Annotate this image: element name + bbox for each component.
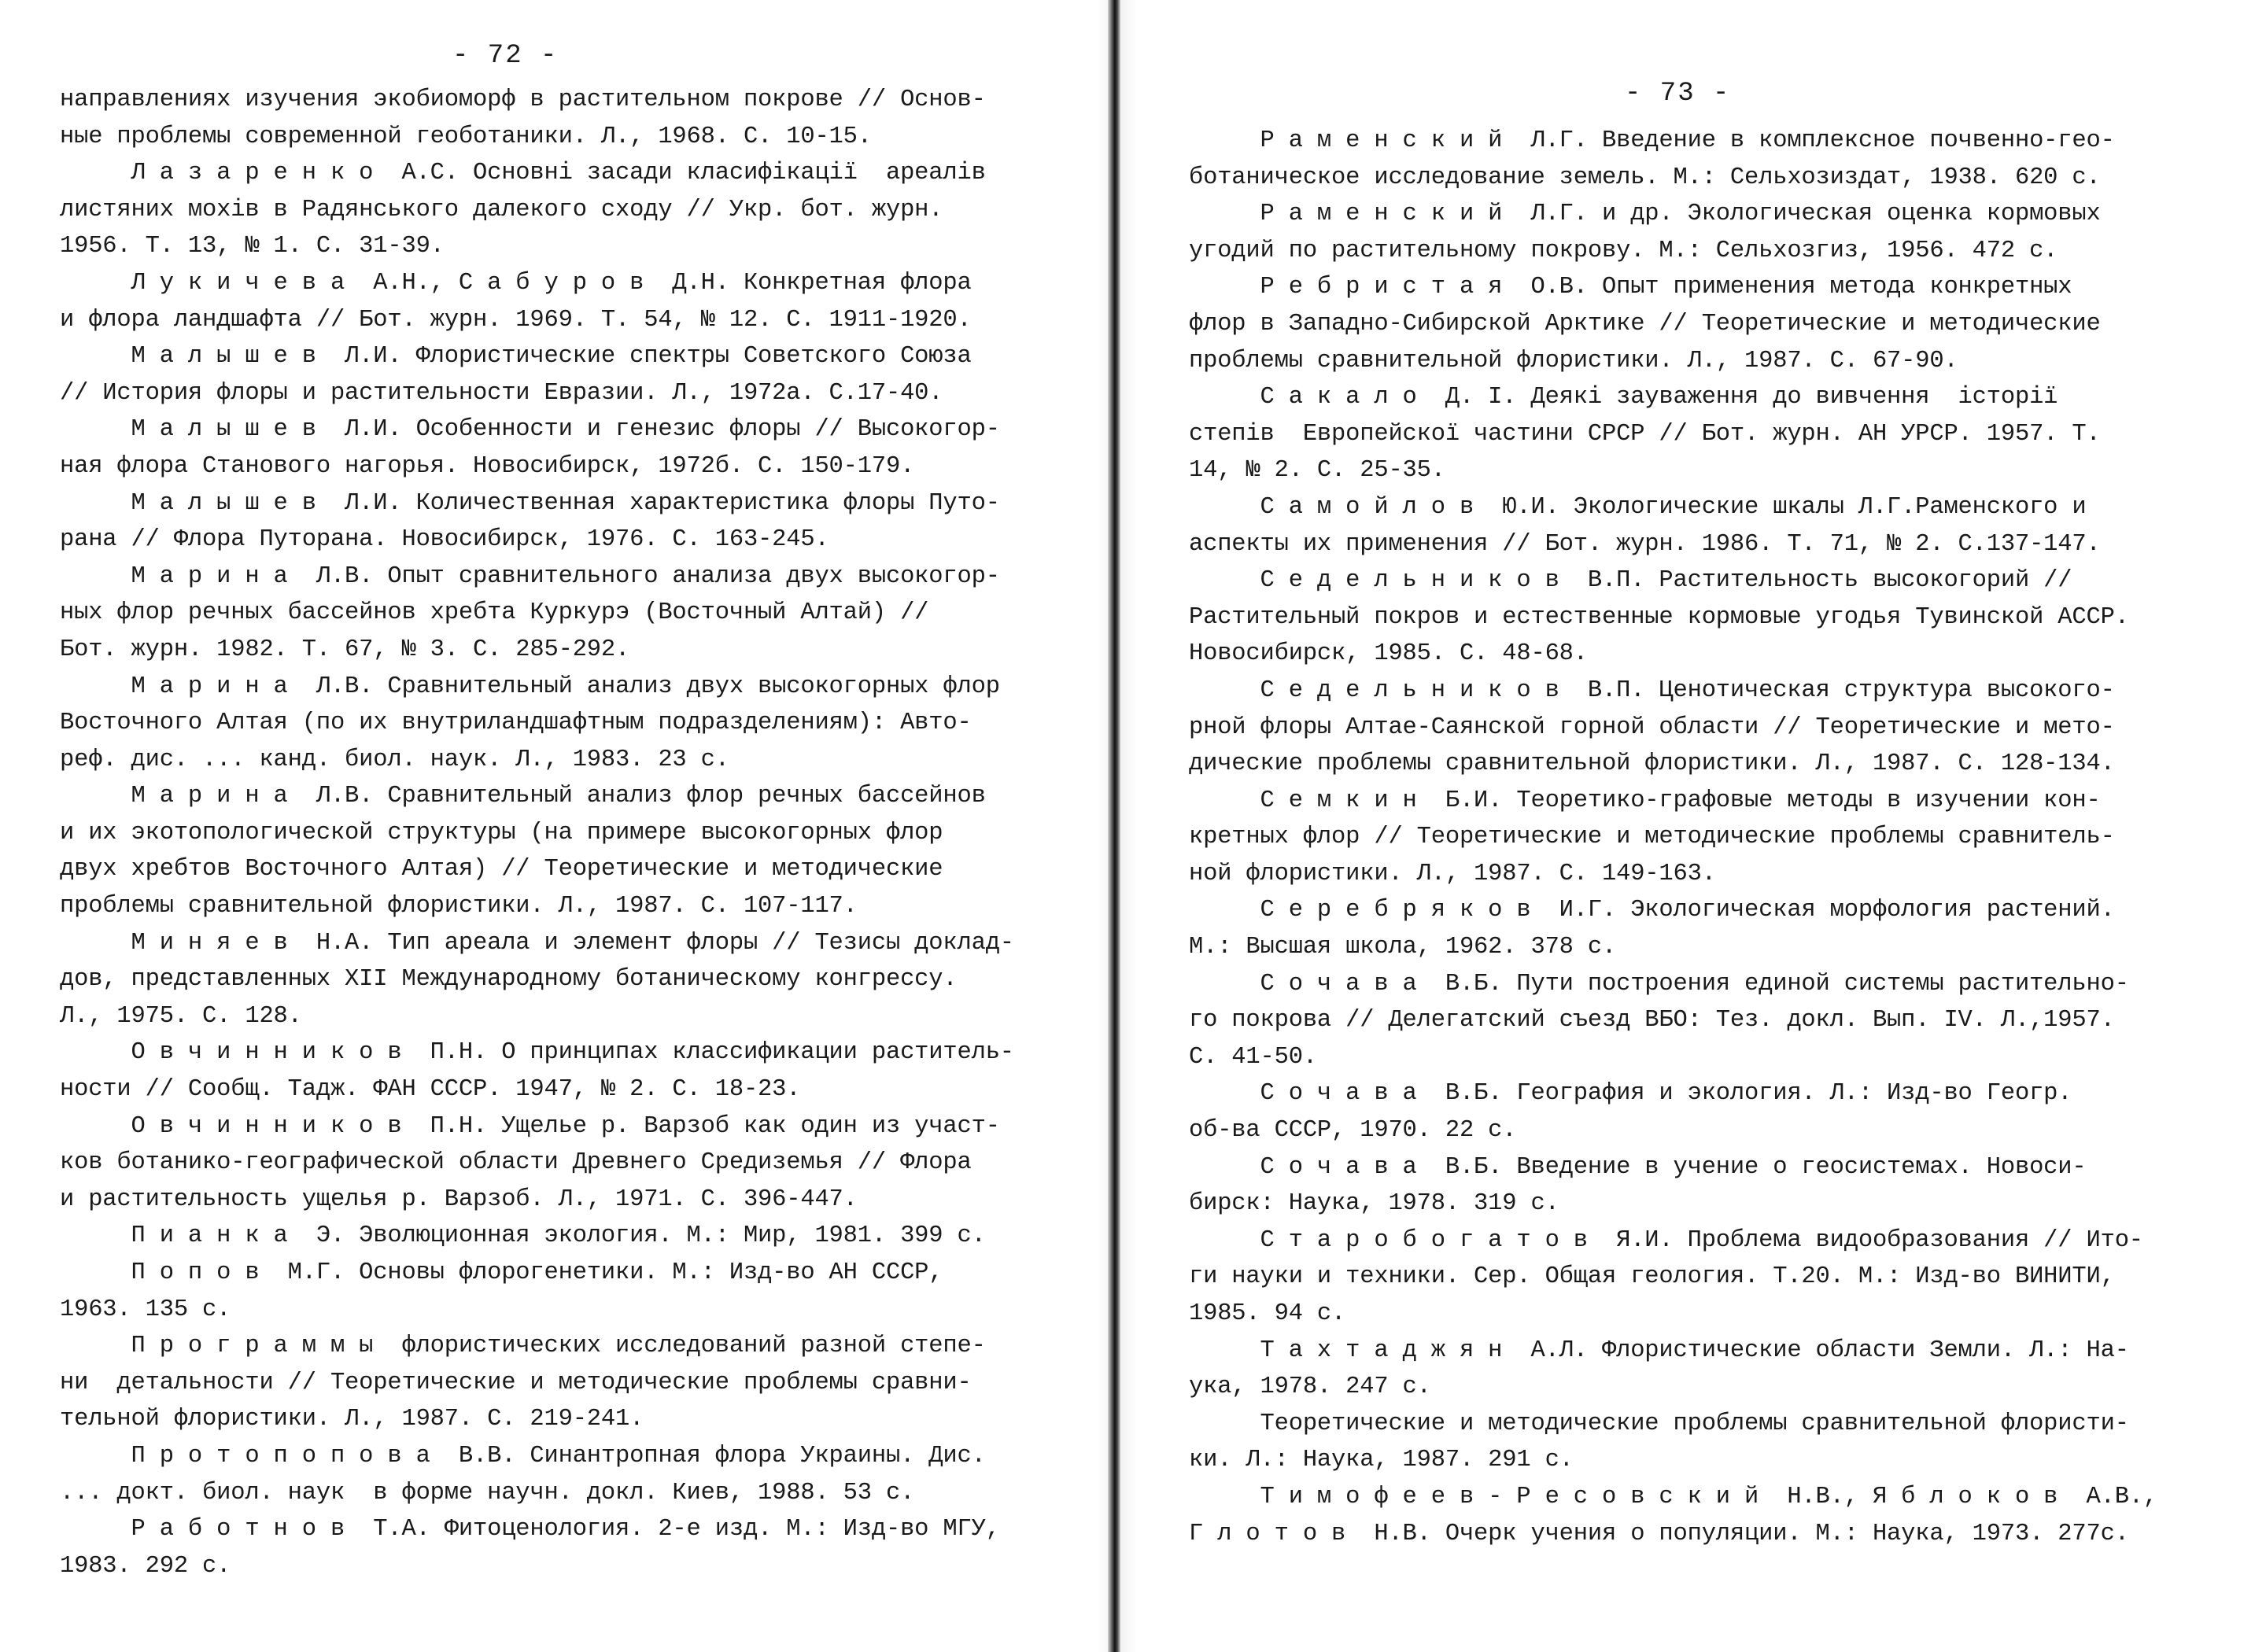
bibliography-line: реф. дис. ... канд. биол. наук. Л., 1983. 23 с. (60, 746, 729, 773)
bibliography-line: ... докт. биол. наук в форме научн. докл. Киев, 1988. 53 с. (60, 1479, 915, 1506)
bibliography-line: ной флористики. Л., 1987. С. 149-163. (1189, 860, 1716, 887)
bibliography-line: Т и м о ф е е в - Р е с о в с к и й Н.В., Я б л о к о в А.В., (1189, 1483, 2158, 1510)
bibliography-line: Восточного Алтая (по их внутриландшафтным подразделениям): Авто- (60, 710, 972, 737)
bibliography-line: М и н я е в Н.А. Тип ареала и элемент флоры // Тезисы доклад- (60, 929, 1014, 957)
bibliography-line: ности // Сообщ. Тадж. ФАН СССР. 1947, № 2. С. 18-23. (60, 1076, 801, 1104)
bibliography-line: угодий по растительному покрову. М.: Сельхозгиз, 1956. 472 с. (1189, 237, 2058, 264)
bibliography-line: рана // Флора Путорана. Новосибирск, 1976. С. 163-245. (60, 526, 829, 554)
bibliography-line: Р а м е н с к и й Л.Г. Введение в комплексное почвенно-гео- (1189, 127, 2115, 154)
bibliography-line: Л а з а р е н к о А.С. Основні засади класифікації ареалів (60, 160, 986, 187)
bibliography-line: дов, представленных XII Международному ботаническому конгрессу. (60, 966, 958, 994)
bibliography-line: тельной флористики. Л., 1987. С. 219-241. (60, 1406, 644, 1433)
bibliography-line: М а р и н а Л.В. Сравнительный анализ двух высокогорных флор (60, 673, 1000, 700)
bibliography-line: кретных флор // Теоретические и методические проблемы сравнитель- (1189, 824, 2115, 851)
bibliography-line: С о ч а в а В.Б. Пути построения единой системы растительно- (1189, 970, 2129, 997)
bibliography-line: рной флоры Алтае-Саянской горной области // Теоретические и мето- (1189, 714, 2115, 741)
bibliography-line: М.: Высшая школа, 1962. 378 с. (1189, 934, 1617, 961)
bibliography-line: и растительность ущелья р. Варзоб. Л., 1971. С. 396-447. (60, 1186, 858, 1213)
bibliography-line: флор в Западно-Сибирской Арктике // Теоретические и методические (1189, 310, 2101, 337)
bibliography-line: Л., 1975. С. 128. (60, 1002, 302, 1030)
bibliography-line: Л у к и ч е в а А.Н., С а б у р о в Д.Н. Конкретная флора (60, 269, 972, 297)
bibliography-line: 14, № 2. С. 25-35. (1189, 457, 1445, 485)
bibliography-line: ни детальности // Теоретические и методические проблемы сравни- (60, 1369, 972, 1396)
bibliography-line: 1985. 94 с. (1189, 1300, 1346, 1327)
bibliography-line: О в ч и н н и к о в П.Н. Ущелье р. Варзоб как один из участ- (60, 1112, 1000, 1140)
bibliography-line: об-ва СССР, 1970. 22 с. (1189, 1117, 1517, 1145)
bibliography-line: 1963. 135 с. (60, 1296, 231, 1323)
bibliography-line: Бот. журн. 1982. Т. 67, № 3. С. 285-292. (60, 636, 630, 663)
bibliography-line: С о ч а в а В.Б. География и экология. Л.: Изд-во Геогр. (1189, 1080, 2072, 1108)
bibliography-line: листяних мохів в Радянського далекого сходу // Укр. бот. журн. (60, 196, 943, 223)
bibliography-line: проблемы сравнительной флористики. Л., 1987. С. 67-90. (1189, 347, 1958, 374)
bibliography-line: Т а х т а д ж я н А.Л. Флористические области Земли. Л.: На- (1189, 1337, 2129, 1364)
bibliography-line: ных флор речных бассейнов хребта Куркурэ (Восточный Алтай) // (60, 599, 929, 627)
bibliography-line: ботаническое исследование земель. М.: Сельхозиздат, 1938. 620 с. (1189, 164, 2101, 191)
bibliography-line: // История флоры и растительности Евразии. Л., 1972а. С.17-40. (60, 379, 943, 407)
bibliography-line: П р о т о п о п о в а В.В. Синантропная флора Украины. Дис. (60, 1442, 986, 1469)
bibliography-line: Растительный покров и естественные кормовые угодья Тувинской АССР. (1189, 603, 2129, 631)
bibliography-line: С а к а л о Д. І. Деякі зауваження до вивчення історії (1189, 384, 2058, 411)
bibliography-line: С е д е л ь н и к о в В.П. Растительность высокогорий // (1189, 567, 2072, 595)
right-page (1137, 0, 2266, 1652)
left-page (0, 0, 1094, 1652)
bibliography-line: двух хребтов Восточного Алтая) // Теоретические и методические (60, 856, 943, 883)
bibliography-line: 1983. 292 с. (60, 1552, 231, 1580)
bibliography-line: Новосибирск, 1985. С. 48-68. (1189, 640, 1588, 668)
bibliography-line: М а р и н а Л.В. Сравнительный анализ флор речных бассейнов (60, 783, 986, 810)
bibliography-line: П о п о в М.Г. Основы флорогенетики. М.: Изд-во АН СССР, (60, 1259, 943, 1286)
bibliography-line: П и а н к а Э. Эволюционная экология. М.: Мир, 1981. 399 с. (60, 1222, 986, 1250)
bibliography-line: М а л ы ш е в Л.И. Количественная характеристика флоры Путо- (60, 489, 1000, 517)
bibliography-line: С о ч а в а В.Б. Введение в учение о геосистемах. Новоси- (1189, 1153, 2087, 1181)
left-page-number: - 72 - (452, 41, 559, 71)
bibliography-line: ные проблемы современной геоботаники. Л., 1968. С. 10-15. (60, 123, 872, 150)
bibliography-line: и флора ландшафта // Бот. журн. 1969. Т. 54, № 12. С. 1911-1920. (60, 306, 972, 334)
bibliography-line: 1956. Т. 13, № 1. С. 31-39. (60, 233, 445, 260)
bibliography-line: ука, 1978. 247 с. (1189, 1374, 1431, 1401)
bibliography-line: С е м к и н Б.И. Теоретико-графовые методы в изучении кон- (1189, 787, 2101, 814)
bibliography-line: направлениях изучения экобиоморф в растительном покрове // Основ- (60, 87, 986, 113)
bibliography-line: дические проблемы сравнительной флористики. Л., 1987. С. 128-134. (1189, 750, 2115, 778)
bibliography-line: ки. Л.: Наука, 1987. 291 с. (1189, 1447, 1574, 1474)
bibliography-line: степів Европейскої частини СРСР // Бот. журн. АН УРСР. 1957. Т. (1189, 420, 2101, 448)
bibliography-line: Р а б о т н о в Т.А. Фитоценология. 2-е изд. М.: Изд-во МГУ, (60, 1516, 1000, 1543)
bibliography-line: проблемы сравнительной флористики. Л., 1987. С. 107-117. (60, 893, 858, 920)
bibliography-line: М а л ы ш е в Л.И. Особенности и генезис флоры // Высокогор- (60, 416, 1000, 444)
bibliography-line: М а р и н а Л.В. Опыт сравнительного анализа двух высокогор- (60, 562, 1000, 590)
left-page-text (60, 82, 1014, 1584)
bibliography-line: го покрова // Делегатский съезд ВБО: Тез. докл. Вып. IV. Л.,1957. (1189, 1007, 2115, 1034)
bibliography-line: С е р е б р я к о в И.Г. Экологическая морфология растений. (1189, 897, 2115, 924)
bibliography-line: ная флора Станового нагорья. Новосибирск, 1972б. С. 150-179. (60, 452, 915, 480)
bibliography-line: бирск: Наука, 1978. 319 с. (1189, 1190, 1559, 1218)
bibliography-line: О в ч и н н и к о в П.Н. О принципах классификации раститель- (60, 1039, 1014, 1067)
bibliography-line: С а м о й л о в Ю.И. Экологические шкалы Л.Г.Раменского и (1189, 493, 2087, 521)
book-spine-divider (1108, 0, 1120, 1652)
bibliography-line: М а л ы ш е в Л.И. Флористические спектры Советского Союза (60, 343, 972, 371)
bibliography-line: П р о г р а м м ы флористических исследований разной степе- (60, 1333, 986, 1360)
bibliography-line: С. 41-50. (1189, 1043, 1317, 1071)
right-page-number: - 73 - (1625, 79, 1731, 109)
bibliography-line: Р е б р и с т а я О.В. Опыт применения метода конкретных (1189, 274, 2072, 301)
bibliography-line: Теоретические и методические проблемы сравнительной флористи- (1189, 1410, 2129, 1437)
bibliography-line: и их экотопологической структуры (на примере высокогорных флор (60, 819, 943, 846)
bibliography-line: ги науки и техники. Сер. Общая геология. Т.20. М.: Изд-во ВИНИТИ, (1189, 1263, 2115, 1291)
bibliography-line: Г л о т о в Н.В. Очерк учения о популяции. М.: Наука, 1973. 277с. (1189, 1520, 2129, 1547)
bibliography-line: аспекты их применения // Бот. журн. 1986. Т. 71, № 2. С.137-147. (1189, 530, 2101, 558)
bibliography-line: Р а м е н с к и й Л.Г. и др. Экологическая оценка кормовых (1189, 201, 2101, 228)
bibliography-line: ков ботанико-географической области Древнего Средиземья // Флора (60, 1149, 972, 1177)
right-page-text (1189, 123, 2157, 1552)
bibliography-line: С т а р о б о г а т о в Я.И. Проблема видообразования // Ито- (1189, 1226, 2143, 1254)
bibliography-line: С е д е л ь н и к о в В.П. Ценотическая структура высокого- (1189, 677, 2115, 704)
